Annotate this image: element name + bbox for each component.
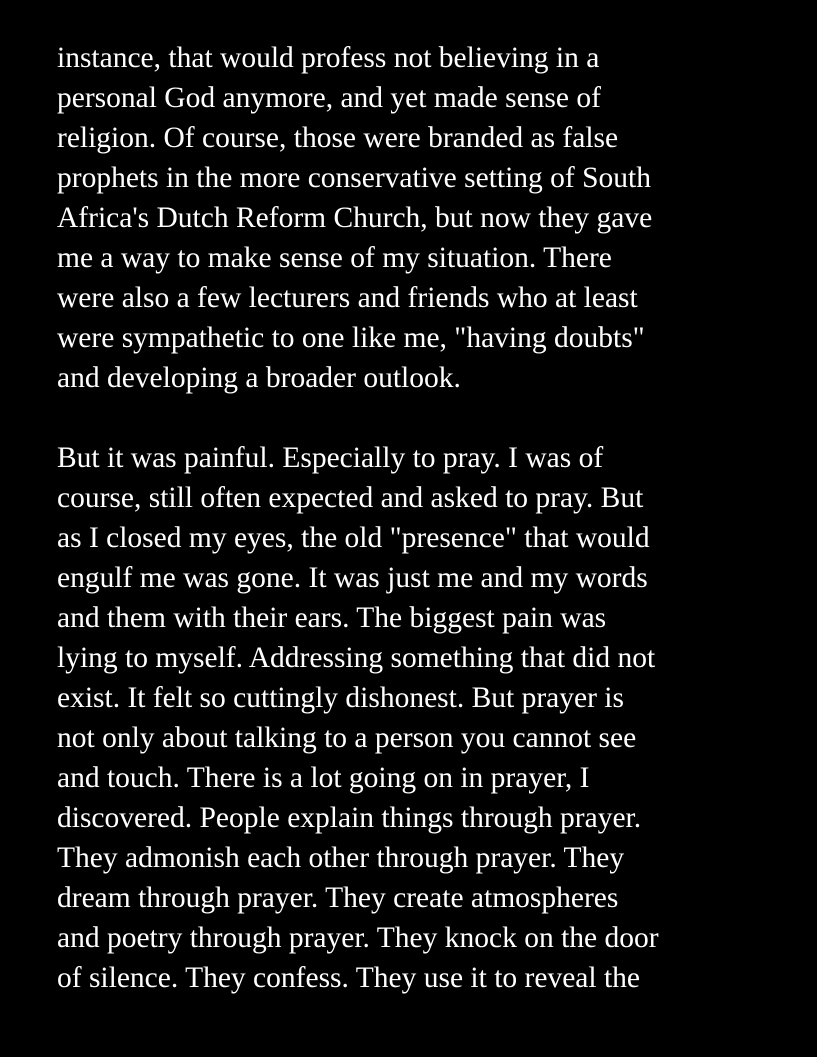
paragraph-2 (57, 438, 787, 998)
document-page (57, 38, 787, 998)
paragraph-spacer (57, 398, 787, 438)
text-line: prophets in the more conservative setting of South (57, 162, 651, 194)
text-line: engulf me was gone. It was just me and my words (57, 562, 648, 594)
text-line: But it was painful. Especially to pray. I was of (57, 442, 604, 474)
text-line: course, still often expected and asked to pray. But (57, 482, 644, 514)
text-line: and poetry through prayer. They knock on the door (57, 922, 659, 954)
text-line: They admonish each other through prayer. They (57, 842, 625, 874)
text-line: not only about talking to a person you cannot see (57, 722, 637, 754)
text-line: were sympathetic to one like me, "having doubts" (57, 322, 645, 354)
text-line: were also a few lecturers and friends who at least (57, 282, 638, 314)
text-line: personal God anymore, and yet made sense of (57, 82, 601, 114)
text-line: instance, that would profess not believing in a (57, 42, 600, 74)
text-line: Africa's Dutch Reform Church, but now they gave (57, 202, 653, 234)
text-line: lying to myself. Addressing something that did not (57, 642, 656, 674)
text-line: and developing a broader outlook. (57, 362, 461, 394)
text-line: me a way to make sense of my situation. There (57, 242, 612, 274)
text-line: of silence. They confess. They use it to reveal the (57, 962, 640, 994)
text-line: discovered. People explain things through prayer. (57, 802, 642, 834)
text-line: and them with their ears. The biggest pain was (57, 602, 607, 634)
text-line: dream through prayer. They create atmospheres (57, 882, 619, 914)
paragraph-1 (57, 38, 787, 398)
text-line: as I closed my eyes, the old "presence" that would (57, 522, 650, 554)
text-line: exist. It felt so cuttingly dishonest. But prayer is (57, 682, 624, 714)
text-line: religion. Of course, those were branded as false (57, 122, 619, 154)
text-line: and touch. There is a lot going on in prayer, I (57, 762, 590, 794)
